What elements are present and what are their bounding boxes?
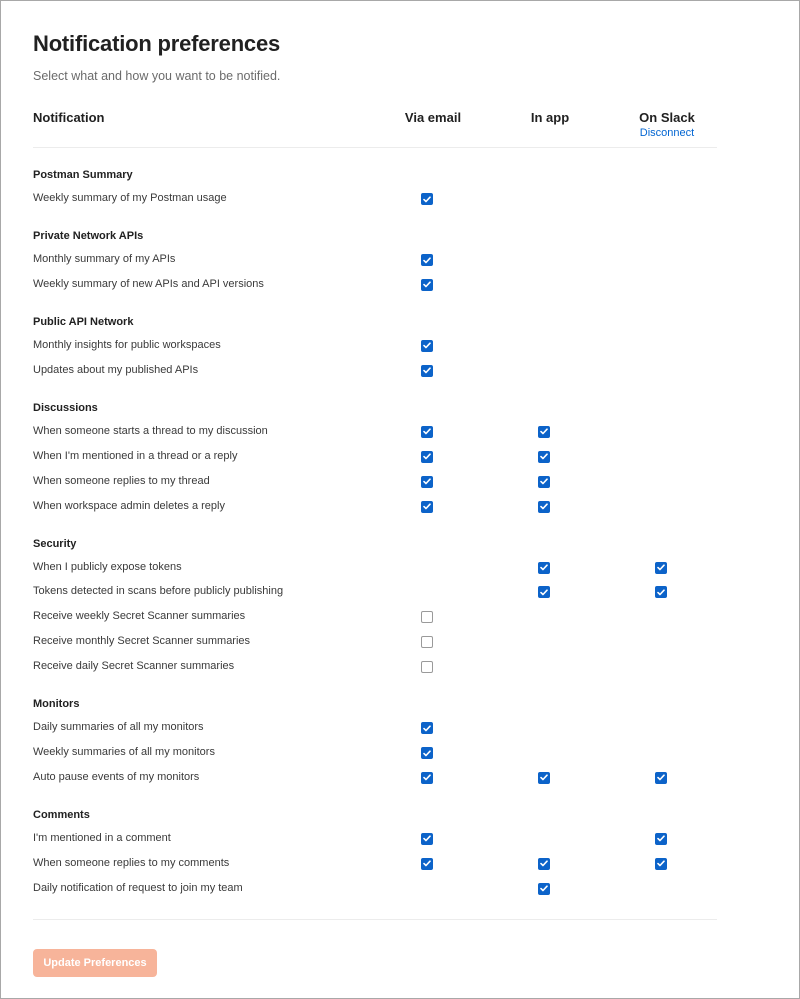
in-app-checkbox[interactable] <box>538 451 550 463</box>
page-title: Notification preferences <box>33 31 281 56</box>
checkmark-icon <box>540 860 548 867</box>
notification-label: Daily summaries of all my monitors <box>33 721 204 734</box>
checkmark-icon <box>540 564 548 571</box>
slack-disconnect-link[interactable]: Disconnect <box>639 127 695 139</box>
notification-label: Receive monthly Secret Scanner summaries <box>33 635 251 648</box>
notification-label: Monthly summary of my APIs <box>33 253 176 265</box>
checkmark-icon <box>423 750 431 757</box>
checkmark-icon <box>423 774 431 781</box>
in-app-checkbox[interactable] <box>538 562 550 574</box>
notification-label: Auto pause events of my monitors <box>33 770 200 783</box>
slack-checkbox[interactable] <box>655 562 667 574</box>
checkmark-icon <box>423 367 431 374</box>
email-checkbox[interactable] <box>421 451 433 463</box>
email-checkbox[interactable] <box>421 340 433 352</box>
email-checkbox[interactable] <box>421 254 433 266</box>
footer-divider <box>33 919 717 920</box>
in-app-checkbox[interactable] <box>538 858 550 870</box>
notification-label: Weekly summary of my Postman usage <box>33 192 227 204</box>
email-checkbox[interactable] <box>421 858 433 870</box>
checkmark-icon <box>423 257 431 264</box>
column-header-email: Via email <box>404 110 462 125</box>
checkmark-icon <box>540 453 548 460</box>
section-title-comments: Comments <box>33 808 90 821</box>
in-app-checkbox[interactable] <box>538 772 550 784</box>
email-checkbox[interactable] <box>421 722 433 734</box>
in-app-checkbox[interactable] <box>538 476 550 488</box>
checkmark-icon <box>540 589 548 596</box>
page-subtitle: Select what and how you want to be notified. <box>33 69 281 83</box>
notification-label: Receive weekly Secret Scanner summaries <box>33 610 246 623</box>
checkmark-icon <box>423 196 431 203</box>
email-checkbox[interactable] <box>421 747 433 759</box>
email-checkbox[interactable] <box>421 772 433 784</box>
checkmark-icon <box>423 428 431 435</box>
checkmark-icon <box>540 428 548 435</box>
notification-label: When I publicly expose tokens <box>33 560 182 573</box>
section-title-security: Security <box>33 537 77 550</box>
checkmark-icon <box>423 835 431 842</box>
in-app-checkbox[interactable] <box>538 501 550 513</box>
notification-label: When someone replies to my comments <box>33 856 230 869</box>
checkmark-icon <box>540 774 548 781</box>
email-checkbox[interactable] <box>421 426 433 438</box>
column-header-notification: Notification <box>33 110 105 125</box>
email-checkbox[interactable] <box>421 279 433 291</box>
checkmark-icon <box>657 860 665 867</box>
column-header-in-app: In app <box>530 110 570 125</box>
email-checkbox[interactable] <box>421 636 433 648</box>
checkmark-icon <box>423 860 431 867</box>
notification-label: Daily notification of request to join my team <box>33 881 243 894</box>
email-checkbox[interactable] <box>421 476 433 488</box>
email-checkbox[interactable] <box>421 833 433 845</box>
section-title-discussions: Discussions <box>33 401 98 414</box>
notification-label: Receive daily Secret Scanner summaries <box>33 660 235 673</box>
email-checkbox[interactable] <box>421 193 433 205</box>
checkmark-icon <box>657 835 665 842</box>
notification-label: When workspace admin deletes a reply <box>33 499 225 512</box>
checkmark-icon <box>540 478 548 485</box>
slack-checkbox[interactable] <box>655 833 667 845</box>
section-title-monitors: Monitors <box>33 698 80 711</box>
in-app-checkbox[interactable] <box>538 883 550 895</box>
checkmark-icon <box>423 725 431 732</box>
checkmark-icon <box>423 453 431 460</box>
checkmark-icon <box>423 503 431 510</box>
notification-label: Weekly summaries of all my monitors <box>33 746 215 758</box>
checkmark-icon <box>423 281 431 288</box>
checkmark-icon <box>423 342 431 349</box>
checkmark-icon <box>657 774 665 781</box>
checkmark-icon <box>423 478 431 485</box>
table-header <box>33 109 717 148</box>
section-title-postman-summary: Postman Summary <box>33 169 133 181</box>
notification-label: When someone starts a thread to my discussion <box>33 424 268 437</box>
notification-label: I'm mentioned in a comment <box>33 831 171 844</box>
section-title-private-network-apis: Private Network APIs <box>33 230 144 242</box>
notification-label: When I'm mentioned in a thread or a reply <box>33 449 238 462</box>
update-preferences-button[interactable]: Update Preferences <box>33 949 157 977</box>
notification-label: Monthly insights for public workspaces <box>33 338 221 351</box>
notification-label: Tokens detected in scans before publicly publishing <box>33 585 284 598</box>
section-title-public-api-network: Public API Network <box>33 315 134 328</box>
checkmark-icon <box>657 564 665 571</box>
slack-checkbox[interactable] <box>655 586 667 598</box>
email-checkbox[interactable] <box>421 611 433 623</box>
checkmark-icon <box>540 503 548 510</box>
in-app-checkbox[interactable] <box>538 586 550 598</box>
email-checkbox[interactable] <box>421 365 433 377</box>
email-checkbox[interactable] <box>421 661 433 673</box>
column-header-slack: On Slack <box>639 110 695 125</box>
notification-label: Weekly summary of new APIs and API versions <box>33 277 264 290</box>
slack-checkbox[interactable] <box>655 858 667 870</box>
notification-label: When someone replies to my thread <box>33 474 210 487</box>
checkmark-icon <box>657 589 665 596</box>
in-app-checkbox[interactable] <box>538 426 550 438</box>
checkmark-icon <box>540 885 548 892</box>
notification-label: Updates about my published APIs <box>33 363 199 376</box>
slack-checkbox[interactable] <box>655 772 667 784</box>
email-checkbox[interactable] <box>421 501 433 513</box>
